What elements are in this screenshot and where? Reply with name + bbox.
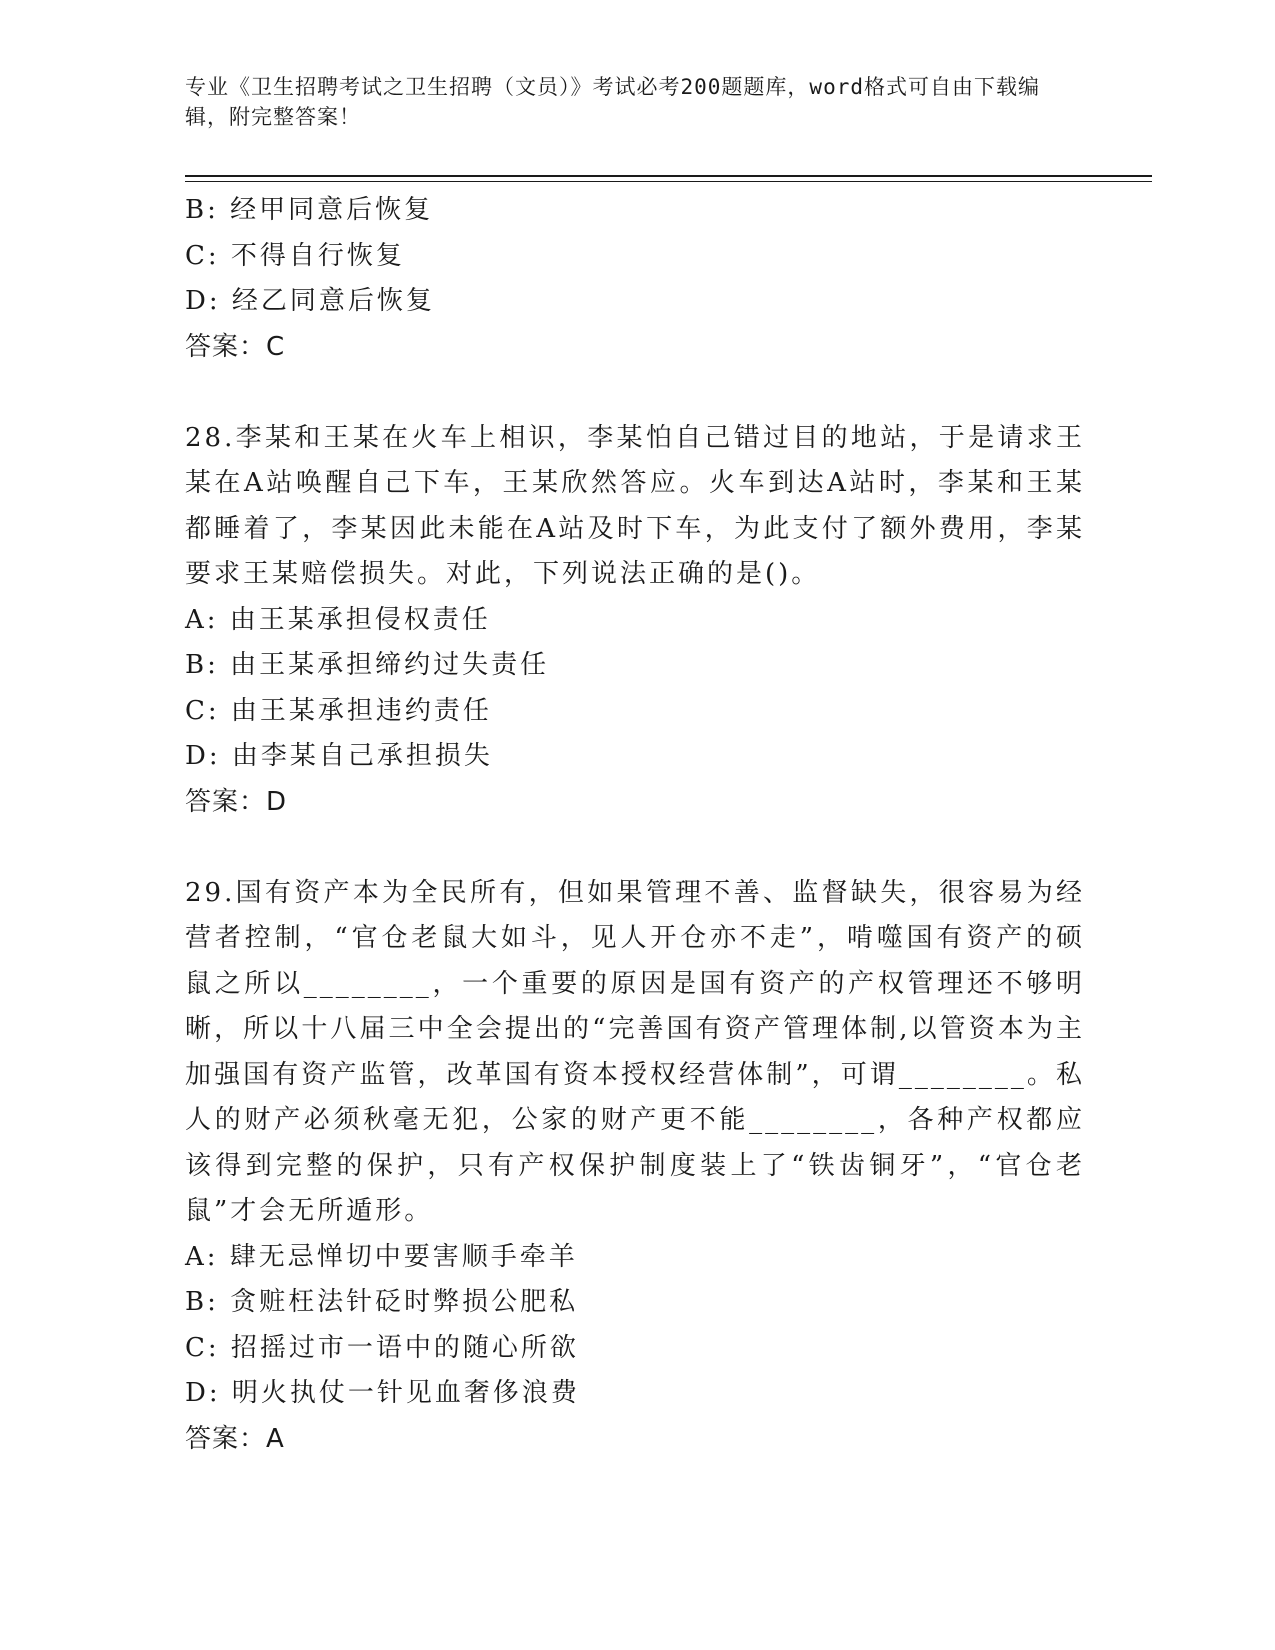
option-b: B: 贪赃枉法针砭时弊损公肥私 bbox=[185, 1287, 579, 1317]
spacer bbox=[185, 370, 1085, 416]
question-29 bbox=[185, 871, 1085, 1463]
spacer bbox=[185, 825, 1085, 871]
header-divider-thin bbox=[185, 181, 1152, 182]
option-d: D: 由李某自己承担损失 bbox=[185, 741, 493, 771]
question-28 bbox=[185, 416, 1085, 826]
question-stem: 28.李某和王某在火车上相识，李某怕自己错过目的地站，于是请求王某在A站唤醒自己下车，王某欣然答应。火车到达A站时，李某和王某都睡着了，李某因此未能在A站及时下车，为此支付了额外费用，李某要求王某赔偿损失。对此，下列说法正确的是()。 bbox=[185, 422, 1085, 589]
option-c: C: 由王某承担违约责任 bbox=[185, 695, 492, 726]
option-d: D: 经乙同意后恢复 bbox=[185, 286, 435, 316]
header-divider-thick bbox=[185, 175, 1152, 177]
question-content bbox=[185, 188, 1085, 1462]
option-c: C: 招摇过市一语中的随心所欲 bbox=[185, 1332, 579, 1363]
option-c: C: 不得自行恢复 bbox=[185, 240, 405, 271]
option-a: A: 由王某承担侵权责任 bbox=[185, 604, 491, 635]
answer: 答案：C bbox=[185, 331, 286, 362]
option-b: B: 经甲同意后恢复 bbox=[185, 195, 434, 225]
option-b: B: 由王某承担缔约过失责任 bbox=[185, 650, 550, 680]
previous-question bbox=[185, 188, 1085, 370]
page-header: 专业《卫生招聘考试之卫生招聘（文员）》考试必考200题题库，word格式可自由下载编辑，附完整答案！ bbox=[185, 75, 1040, 129]
option-d: D: 明火执仗一针见血奢侈浪费 bbox=[185, 1378, 580, 1408]
answer: 答案：A bbox=[185, 1423, 285, 1454]
option-a: A: 肆无忌惮切中要害顺手牵羊 bbox=[185, 1241, 578, 1272]
question-stem: 29.国有资产本为全民所有，但如果管理不善、监督缺失，很容易为经营者控制，“官仓老鼠大如斗，见人开仓亦不走”，啃噬国有资产的硕鼠之所以________，一个重要的原因是国有资产的产权管理还不够明晰，所以十八届三中全会提出的“完善国有资产管理体制,以管资本为主加强国有资产监管，改革国有资本授权经营体制”，可谓________。私人的财产必须秋毫无犯，公家的财产更不能________，各种产权都应该得到完整的保护，只有产权保护制度装上了“铁齿铜牙”，“官仓老鼠”才会无所遁形。 bbox=[185, 877, 1085, 1226]
answer: 答案：D bbox=[185, 786, 288, 817]
